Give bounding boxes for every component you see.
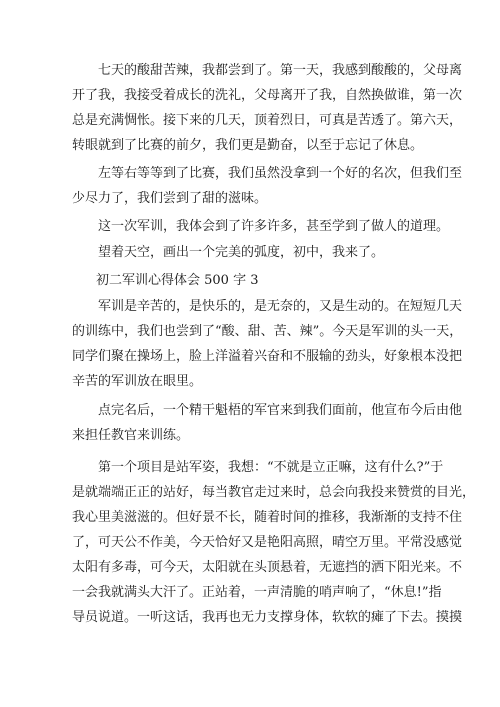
text-line: 第一个项目是站军姿，我想：“不就是立正嘛，这有什么?”于 xyxy=(72,460,444,475)
paragraph-1 xyxy=(72,58,463,158)
text-line: 七天的酸甜苦辣，我都尝到了。第一天，我感到酸酸的，父母离 xyxy=(72,63,463,78)
text-line: 辛苦的军训放在眼里。 xyxy=(72,374,203,389)
text-line: 转眼就到了比赛的前夕，我们更是勤奋，以至于忘记了休息。 xyxy=(72,138,424,153)
text-line: 同学们聚在操场上，脸上洋溢着兴奋和不服输的劲头，好象根本没把 xyxy=(72,349,463,364)
text-line: 左等右等等到了比赛，我们虽然没拿到一个好的名次，但我们至 xyxy=(72,166,463,181)
paragraph-4 xyxy=(72,240,434,265)
text-line: 这一次军训，我体会到了许多许多，甚至学到了做人的道理。 xyxy=(72,219,450,234)
section-heading: 初二军训心得体会 500 字 3 xyxy=(96,273,259,288)
text-line: 军训是辛苦的，是快乐的，是无奈的，又是生动的。在短短几天 xyxy=(72,299,463,314)
text-line: 总是充满惆怅。接下来的几天，顶着烈日，可真是苦透了。第六天， xyxy=(72,113,463,128)
text-line: 了，可天公不作美，今天恰好又是艳阳高照，晴空万里。平常没感觉 xyxy=(72,535,463,550)
text-line: 少尽力了，我们尝到了甜的滋味。 xyxy=(72,191,268,206)
text-line: 点完名后，一个精干魁梧的军官来到我们面前，他宣布今后由他 xyxy=(72,403,463,418)
text-line: 一会我就满头大汗了。正站着，一声清脆的哨声响了，“休息!”指 xyxy=(72,585,442,600)
text-line: 开了我，我接受着成长的洗礼，父母离开了我，自然换做谁，第一次 xyxy=(72,88,463,103)
paragraph-2 xyxy=(72,161,463,211)
text-line: 我心里美滋滋的。但好景不长，随着时间的推移，我渐渐的支持不住 xyxy=(72,510,463,525)
text-line: 的训练中，我们也尝到了“酸、甜、苦、辣”。今天是军训的头一天， xyxy=(72,324,463,339)
paragraph-7 xyxy=(72,455,476,630)
text-line: 望着天空，画出一个完美的弧度，初中，我来了。 xyxy=(72,245,385,260)
paragraph-6 xyxy=(72,398,463,448)
text-line: 导员说道。一听这话，我再也无力支撑身体，软软的瘫了下去。摸摸 xyxy=(72,610,463,625)
text-line: 太阳有多毒，可今天，太阳就在头顶悬着，无遮挡的洒下阳光来。不 xyxy=(72,560,463,575)
text-line: 来担任教官来训练。 xyxy=(72,428,190,443)
paragraph-5 xyxy=(72,294,463,394)
paragraph-3 xyxy=(72,214,450,239)
text-line: 是就端端正正的站好，每当教官走过来时，总会向我投来赞赏的目光， xyxy=(72,485,476,500)
